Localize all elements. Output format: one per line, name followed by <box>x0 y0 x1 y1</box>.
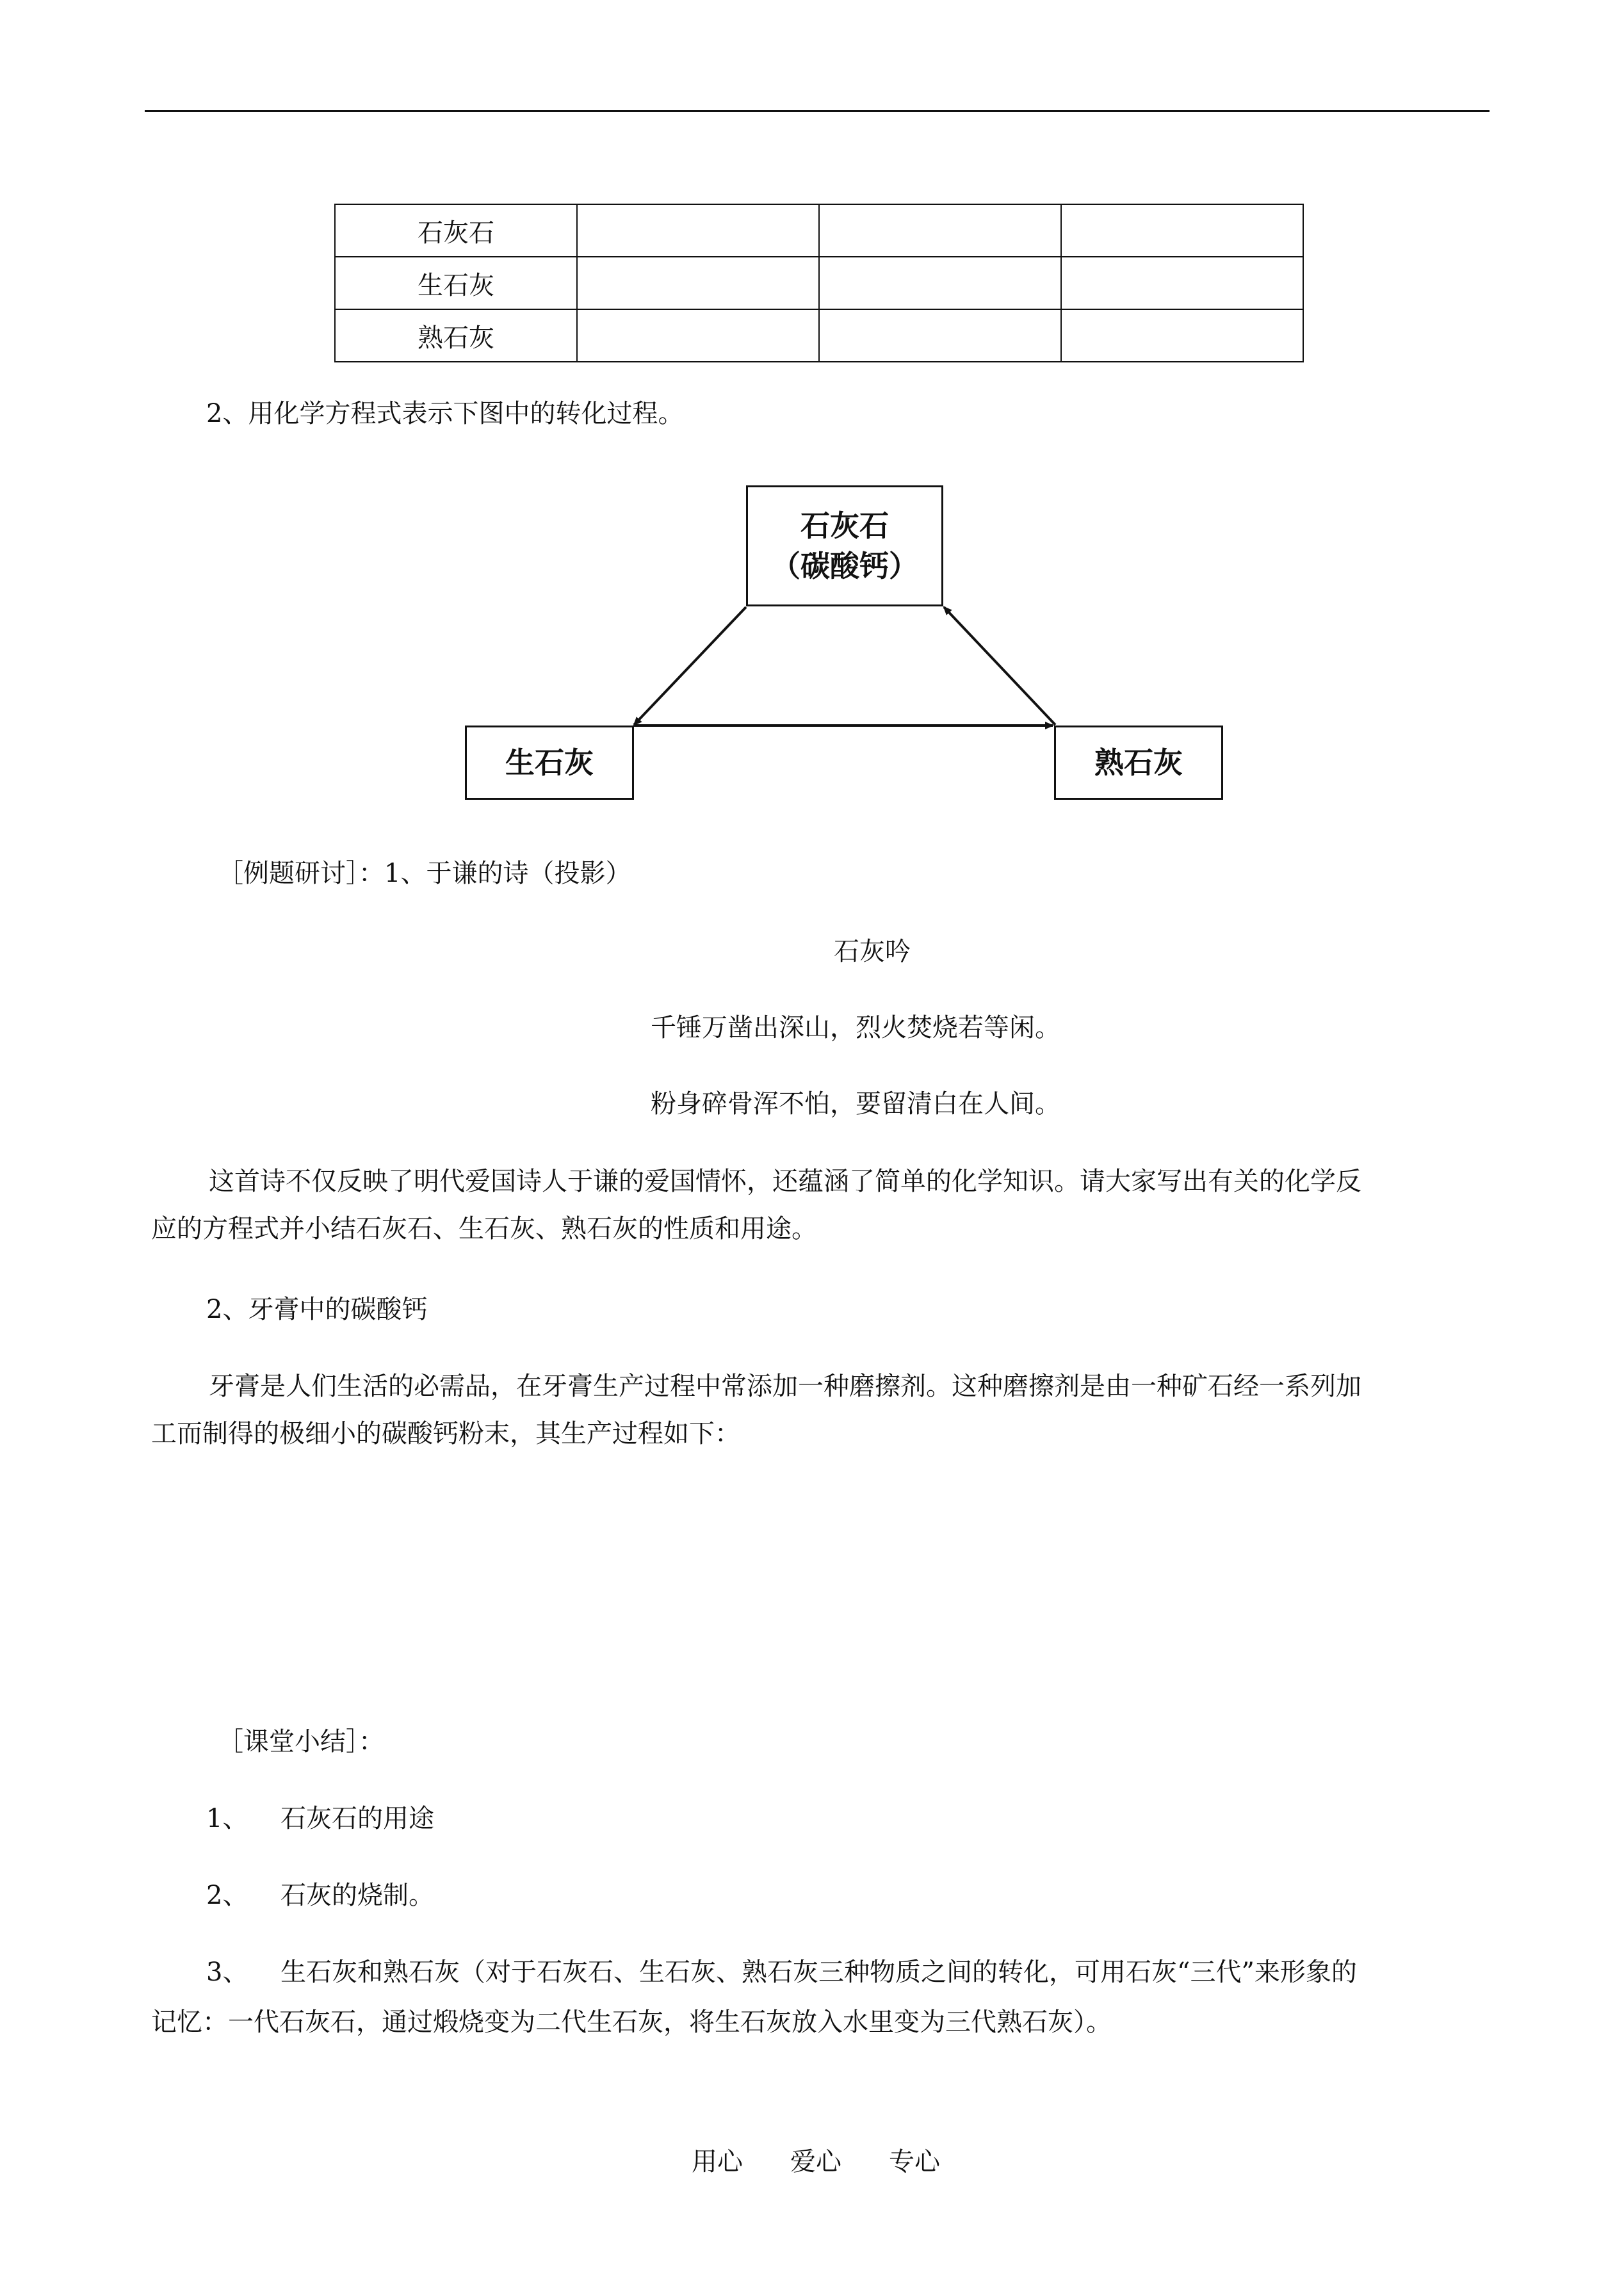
calcium-carbonate-label: （碳酸钙） <box>771 548 918 583</box>
paragraph-line: 工而制得的极细小的碳酸钙粉末，其生产过程如下： <box>151 1419 740 1448</box>
example-heading: ［例题研讨］：1、于谦的诗（投影） <box>218 859 631 888</box>
summary-item-text: 石灰石的用途 <box>280 1804 434 1833</box>
question-2: 2、用化学方程式表示下图中的转化过程。 <box>206 399 684 428</box>
arrow-slakedlime-to-limestone <box>944 607 1055 725</box>
limestone-label: 石灰石 <box>800 508 889 544</box>
paragraph-line: 牙膏是人们生活的必需品，在牙膏生产过程中常添加一种磨擦剂。这种磨擦剂是由一种矿石经一系列加 <box>209 1372 1361 1401</box>
footer-word: 爱心 <box>790 2147 841 2177</box>
paragraph-line: 这首诗不仅反映了明代爱国诗人于谦的爱国情怀，还蕴涵了简单的化学知识。请大家写出有关的化学反 <box>209 1167 1361 1196</box>
footer-word: 用心 <box>692 2147 743 2177</box>
quicklime-box <box>465 726 634 800</box>
slaked-lime-label: 熟石灰 <box>1094 745 1183 780</box>
table-cell: 熟石灰 <box>335 309 577 362</box>
slaked-lime-box <box>1054 726 1223 800</box>
summary-item-text: 记忆：一代石灰石，通过煅烧变为二代生石灰，将生石灰放入水里变为三代熟石灰）。 <box>151 2007 1112 2037</box>
summary-item-number: 3、 <box>206 1958 248 1987</box>
poem-line: 粉身碎骨浑不怕，要留清白在人间。 <box>651 1089 1060 1119</box>
summary-item-text: 石灰的烧制。 <box>280 1881 434 1910</box>
paragraph-toothpaste <box>151 1374 1490 1447</box>
summary-item-text: 生石灰和熟石灰（对于石灰石、生石灰、熟石灰三种物质之间的转化，可用石灰“三代”来形象的 <box>280 1958 1357 1987</box>
poem-line: 千锤万凿出深山，烈火焚烧若等闲。 <box>651 1013 1060 1042</box>
quicklime-label: 生石灰 <box>505 745 594 780</box>
summary-heading: ［课堂小结］： <box>218 1727 384 1756</box>
paragraph-line: 应的方程式并小结石灰石、生石灰、熟石灰的性质和用途。 <box>151 1214 817 1244</box>
paragraph-poem-intro <box>151 1169 1490 1242</box>
table-cell: 石灰石 <box>335 204 577 257</box>
summary-item-number: 2、 <box>206 1881 248 1910</box>
summary-item-number: 1、 <box>206 1804 248 1833</box>
footer-word: 专心 <box>889 2147 940 2177</box>
poem-title: 石灰吟 <box>834 937 911 966</box>
table-cell: 生石灰 <box>335 257 577 309</box>
toothpaste-heading: 2、牙膏中的碳酸钙 <box>206 1295 428 1324</box>
limestone-box <box>746 485 943 606</box>
arrow-limestone-to-quicklime <box>634 607 746 725</box>
